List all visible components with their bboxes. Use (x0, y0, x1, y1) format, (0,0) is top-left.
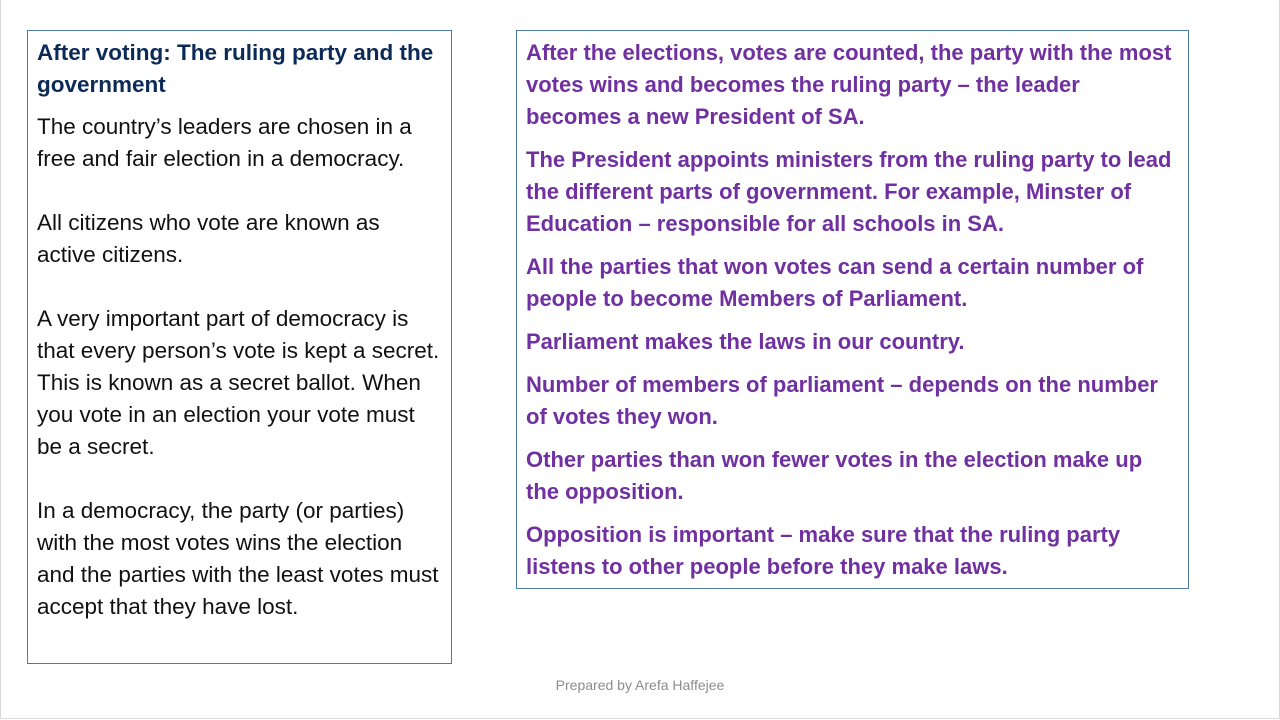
right-paragraph-ruling-party: After the elections, votes are counted, the party with the most votes wins and becomes the ruling party – the leader becomes a new President of SA. (526, 40, 1172, 129)
footer-credit: Prepared by Arefa Haffejee (555, 677, 725, 693)
right-paragraph-opposition-importance: Opposition is important – make sure that the ruling party listens to other people before they make laws. (526, 522, 1121, 579)
right-paragraph-members-of-parliament: All the parties that won votes can send a certain number of people to become Members of Parliament. (526, 254, 1144, 311)
left-paragraph-election-result: In a democracy, the party (or parties) with the most votes wins the election and the parties with the least votes must accept that they have lost. (37, 498, 439, 619)
right-paragraph-opposition: Other parties than won fewer votes in the election make up the opposition. (526, 447, 1143, 504)
left-paragraph-secret-ballot: A very important part of democracy is that every person’s vote is kept a secret. This is known as a secret ballot. When you vote in an election your vote must be a secret. (37, 306, 440, 459)
right-paragraph-number-of-members: Number of members of parliament – depends on the number of votes they won. (526, 372, 1158, 429)
right-text-box (516, 30, 1189, 589)
left-paragraph-leaders: The country’s leaders are chosen in a free and fair election in a democracy. (37, 114, 412, 171)
right-paragraph-parliament-laws: Parliament makes the laws in our country. (526, 329, 965, 354)
left-text-box (27, 30, 452, 664)
right-paragraph-ministers: The President appoints ministers from the ruling party to lead the different parts of government. For example, Minster of Education – responsible for all schools in SA. (526, 147, 1172, 236)
left-box-title: After voting: The ruling party and the government (37, 40, 434, 97)
left-paragraph-active-citizens: All citizens who vote are known as active citizens. (37, 210, 380, 267)
